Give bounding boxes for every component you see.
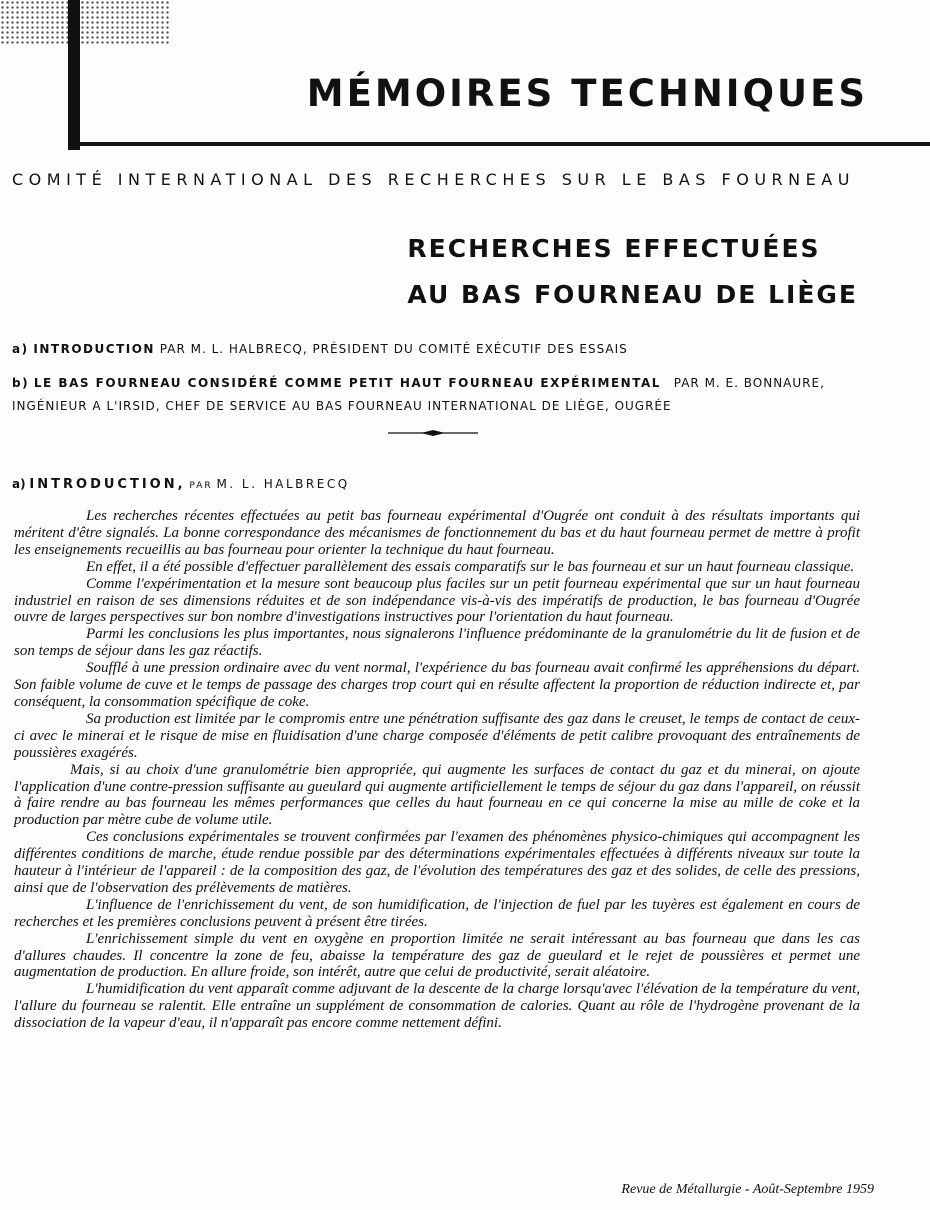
intro-title: INTRODUCTION,: [29, 477, 186, 492]
ornament-divider: [388, 428, 478, 438]
paragraph: Soufflé à une pression ordinaire avec du vent normal, l'expérience du bas fourneau avait confirmé les appréhensions du départ. Son faible volume de cuve et le temps de passage des charges trop court qui en résulte affectent la proportion de réduction indirecte et, par conséquent, la consommation spécifique de coke.: [14, 660, 860, 710]
toc-b-author-line1: PAR M. E. BONNAURE,: [673, 376, 825, 390]
header-vertical-bar: [68, 0, 80, 150]
intro-prefix: a): [12, 477, 26, 491]
toc-entry-b: [12, 372, 860, 418]
toc-entry-a: [12, 338, 860, 361]
body-text: [14, 508, 860, 1032]
toc-a-author: PAR M. L. HALBRECQ, PRÉSIDENT DU COMITÉ EXÉCUTIF DES ESSAIS: [159, 342, 628, 356]
committee-name: COMITÉ INTERNATIONAL DES RECHERCHES SUR LE BAS FOURNEAU: [12, 170, 855, 189]
toc-a-prefix: a): [12, 342, 29, 356]
article-title-line2: AU BAS FOURNEAU DE LIÈGE: [407, 280, 858, 309]
halftone-dot-pattern: [0, 0, 170, 46]
intro-author: M. L. HALBRECQ: [216, 477, 350, 491]
paragraph: Comme l'expérimentation et la mesure sont beaucoup plus faciles sur un petit fourneau expérimental que sur un haut fourneau industriel en raison de ses dimensions réduites et de son indépendance vis-à-vis des impératifs de production, le bas fourneau d'Ougrée ouvre de larges perspectives sur bon nombre d'investigations instructives pour l'orientation du haut fourneau.: [14, 575, 860, 626]
header-rule: [68, 142, 930, 146]
toc-b-title: LE BAS FOURNEAU CONSIDÉRÉ COMME PETIT HAUT FOURNEAU EXPÉRIMENTAL: [33, 376, 661, 390]
intro-heading: [12, 477, 350, 492]
toc-a-title: INTRODUCTION: [33, 342, 155, 356]
intro-par: PAR: [189, 481, 213, 491]
article-title-line1: RECHERCHES EFFECTUÉES: [407, 234, 821, 263]
paragraph: L'humidification du vent apparaît comme adjuvant de la descente de la charge lorsqu'avec l'élévation de la température du vent, l'allure du fourneau se ralentit. Elle entraîne un supplément de consommation de calories. Quant au rôle de l'hydrogène provenant de la dissociation de la vapeur d'eau, il n'apparaît pas encore comme nettement défini.: [14, 981, 860, 1032]
paragraph: Mais, si au choix d'une granulométrie bien appropriée, qui augmente les surfaces de contact du gaz et du minerai, on ajoute l'application d'une contre-pression suffisante au gueulard qui augmente artificiellement le temps de séjour du gaz dans l'appareil, on réussit à faire rendre au bas fourneau les mêmes performances que celles du haut fourneau en ce qui concerne la mise au mille de coke et la production par mètre cube de volume utile.: [14, 761, 860, 829]
journal-footer: Revue de Métallurgie - Août-Septembre 1959: [621, 1182, 874, 1197]
toc-b-author-line2: INGÉNIEUR A L'IRSID, CHEF DE SERVICE AU BAS FOURNEAU INTERNATIONAL DE LIÈGE, OUGRÉE: [12, 399, 672, 413]
paragraph: Parmi les conclusions les plus importantes, nous signalerons l'influence prédominante de la granulométrie du lit de fusion et de son temps de séjour dans les gaz réactifs.: [14, 626, 860, 660]
paragraph: Sa production est limitée par le compromis entre une pénétration suffisante des gaz dans le creuset, le temps de contact de ceux-ci avec le minerai et le risque de mise en fluidisation d'une charge composée d'éléments de petit calibre provoquant des entraînements de poussières exagérés.: [14, 710, 860, 761]
paragraph: L'influence de l'enrichissement du vent, de son humidification, de l'injection de fuel par les tuyères est également en cours de recherches et les premières conclusions peuvent à présent être tirées.: [14, 896, 860, 930]
paragraph: Les recherches récentes effectuées au petit bas fourneau expérimental d'Ougrée ont conduit à des résultats importants qui méritent d'être signalés. La bonne correspondance des mécanismes de fonctionnement du bas et du haut fourneau permet de mettre à profit les enseignements recueillis au bas fourneau pour orienter la technique du haut fourneau.: [14, 508, 860, 558]
paragraph: L'enrichissement simple du vent en oxygène en proportion limitée ne serait intéressant au bas fourneau que dans les cas d'allures chaudes. Il concentre la zone de feu, abaisse la température des gaz de gueulard et le rejet de poussières et permet une augmentation de production. En allure froide, son intérêt, autre que celui de productivité, serait aléatoire.: [14, 930, 860, 981]
section-title: MÉMOIRES TECHNIQUES: [306, 72, 868, 115]
paragraph: En effet, il a été possible d'effectuer parallèlement des essais comparatifs sur le bas fourneau et sur un haut fourneau classique.: [86, 558, 855, 575]
paragraph: Ces conclusions expérimentales se trouvent confirmées par l'examen des phénomènes physico-chimiques qui accompagnent les différentes conditions de marche, étude rendue possible par des déterminations expérimentales effectuées à différents niveaux sur toute la hauteur à l'intérieur de l'appareil : de la composition des gaz, de l'évolution des températures des gaz et des solides, de celle des pressions, ainsi que de l'observation des prélèvements de matières.: [14, 829, 860, 896]
article-title: [407, 226, 858, 318]
toc-b-prefix: b): [12, 376, 30, 390]
